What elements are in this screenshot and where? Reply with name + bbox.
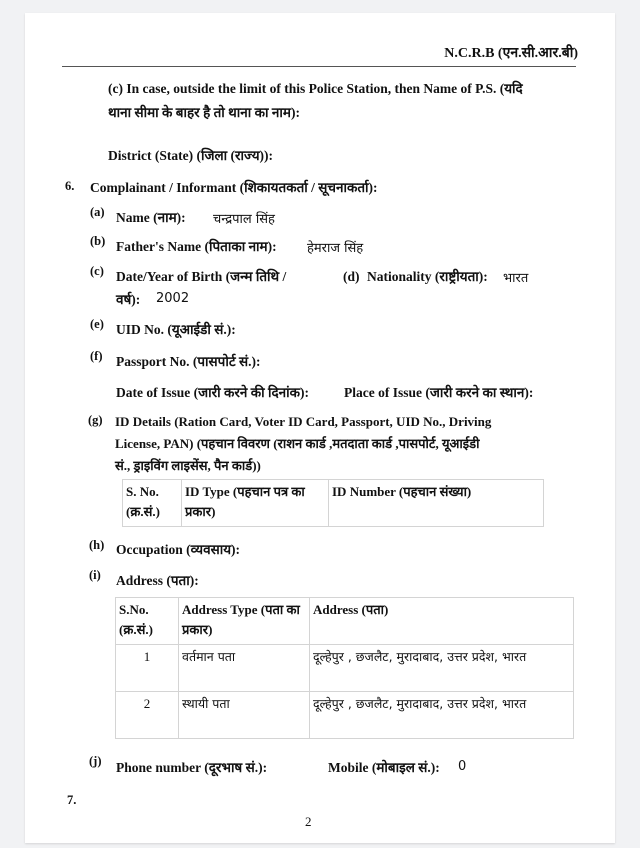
row-address-type: वर्तमान पता: [179, 645, 310, 692]
passport-label: Passport No. (पासपोर्ट सं.):: [116, 354, 261, 369]
page-number: 2: [305, 814, 312, 829]
district-state-label: District (State) (जिला (राज्य)):: [108, 148, 274, 163]
table-row: [116, 692, 574, 739]
id-details-line3: सं., ड्राइविंग लाइसेंस, पैन कार्ड)): [115, 458, 261, 473]
section-6-number: 6.: [65, 179, 75, 193]
item-b-marker: (b): [90, 234, 106, 248]
section-7-number: 7.: [67, 793, 77, 807]
complainant-title: Complainant / Informant (शिकायतकर्ता / सूचनाकर्ता):: [90, 180, 378, 195]
item-e-marker: (e): [90, 317, 104, 331]
header-address-type: Address Type (पता का प्रकार): [179, 598, 310, 645]
id-details-line2: License, PAN) (पहचान विवरण (राशन कार्ड ,मतदाता कार्ड ,पासपोर्ट, यूआईडी: [115, 436, 480, 451]
fathers-name-value: हेमराज सिंह: [307, 241, 364, 256]
nationality-label: Nationality (राष्ट्रीयता):: [367, 269, 488, 284]
item-a-marker: (a): [90, 205, 105, 219]
nationality-value: भारत: [503, 271, 529, 286]
phone-number-label: Phone number (दूरभाष सं.):: [116, 760, 268, 775]
dob-value: 2002: [156, 291, 190, 306]
id-details-line1: ID Details (Ration Card, Voter ID Card, Passport, UID No., Driving: [115, 414, 492, 429]
place-of-issue-label: Place of Issue (जारी करने का स्थान):: [344, 385, 534, 400]
row-sno: 1: [116, 645, 179, 692]
ps-outside-limit-line2: थाना सीमा के बाहर है तो थाना का नाम):: [108, 105, 300, 120]
address-table: [115, 597, 574, 739]
row-address: दूल्हेपुर , छजलैट, मुरादाबाद, उत्तर प्रदेश, भारत: [310, 645, 574, 692]
header-id-type: ID Type (पहचान पत्र का प्रकार): [182, 480, 329, 527]
table-row: [116, 645, 574, 692]
mobile-value: 0: [458, 759, 467, 774]
name-value: चन्द्रपाल सिंह: [213, 212, 275, 227]
item-j-marker: (j): [89, 754, 102, 768]
date-of-issue-label: Date of Issue (जारी करने की दिनांक):: [116, 385, 310, 400]
table-header-row: [123, 480, 544, 527]
item-g-marker: (g): [88, 413, 103, 427]
occupation-label: Occupation (व्यवसाय):: [116, 542, 241, 557]
document-page: [25, 13, 615, 843]
item-h-marker: (h): [89, 538, 105, 552]
header-sno: S. No. (क्र.सं.): [123, 480, 182, 527]
name-label: Name (नाम):: [116, 210, 186, 225]
address-label: Address (पता):: [116, 573, 199, 588]
uid-label: UID No. (यूआईडी सं.):: [116, 322, 236, 337]
row-address: दूल्हेपुर , छजलैट, मुरादाबाद, उत्तर प्रदेश, भारत: [310, 692, 574, 739]
fathers-name-label: Father's Name (पिताका नाम):: [116, 239, 277, 254]
table-header-row: [116, 598, 574, 645]
dob-label-line1: Date/Year of Birth (जन्म तिथि /: [116, 269, 287, 284]
header-address: Address (पता): [310, 598, 574, 645]
page-header-title: N.C.R.B (एन.सी.आर.बी): [444, 46, 578, 61]
header-id-number: ID Number (पहचान संख्या): [329, 480, 544, 527]
item-i-marker: (i): [89, 568, 101, 582]
row-sno: 2: [116, 692, 179, 739]
mobile-label: Mobile (मोबाइल सं.):: [328, 760, 440, 775]
header-divider: [62, 66, 576, 67]
item-f-marker: (f): [90, 349, 103, 363]
ps-outside-limit-line1: (c) In case, outside the limit of this Police Station, then Name of P.S. (यदि: [108, 81, 523, 96]
header-sno: S.No. (क्र.सं.): [116, 598, 179, 645]
dob-label-line2: वर्ष):: [116, 292, 141, 307]
item-c-marker: (c): [90, 264, 104, 278]
id-details-table: [122, 479, 544, 527]
row-address-type: स्थायी पता: [179, 692, 310, 739]
item-d-marker: (d): [343, 269, 360, 284]
